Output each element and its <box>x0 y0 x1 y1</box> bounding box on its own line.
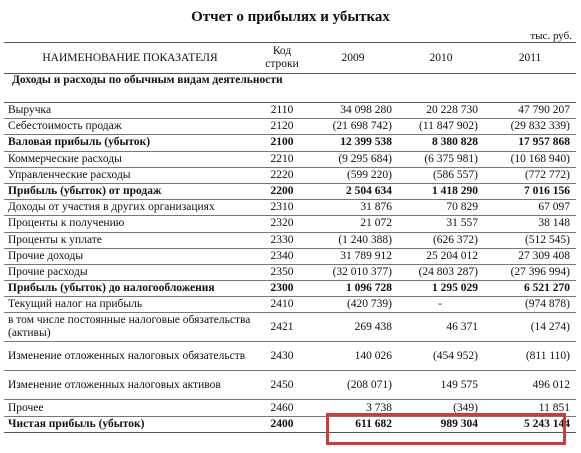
table-row <box>4 281 576 297</box>
header-year-2009: 2009 <box>308 43 398 74</box>
row-name: Прочие расходы <box>4 264 256 280</box>
row-code: 2320 <box>256 216 308 232</box>
header-year-2010: 2010 <box>398 43 484 74</box>
value-2011: 5 243 144 <box>484 416 576 432</box>
value-2010: 31 557 <box>398 216 484 232</box>
value-2011: (974 878) <box>484 297 576 313</box>
value-2011: 7 016 156 <box>484 183 576 199</box>
value-2010: (6 375 981) <box>398 151 484 167</box>
value-2011: 38 148 <box>484 216 576 232</box>
table-row <box>4 232 576 248</box>
row-name: Проценты к получению <box>4 216 256 232</box>
value-2010: - <box>398 297 484 313</box>
value-2009: 140 026 <box>308 342 398 371</box>
report-title: Отчет о прибылях и убытках <box>191 9 390 25</box>
row-code: 2340 <box>256 248 308 264</box>
row-code: 2310 <box>256 200 308 216</box>
units-label: тыс. руб. <box>530 30 572 42</box>
table-row <box>4 342 576 371</box>
value-2010: 25 204 012 <box>398 248 484 264</box>
value-2009: 21 072 <box>308 216 398 232</box>
table-row <box>4 167 576 183</box>
value-2010: 1 295 029 <box>398 281 484 297</box>
value-2011: (512 545) <box>484 232 576 248</box>
row-name: Доходы от участия в других организациях <box>4 200 256 216</box>
row-code: 2430 <box>256 342 308 371</box>
row-name: Изменение отложенных налоговых активов <box>4 371 256 400</box>
value-2009: (21 698 742) <box>308 119 398 135</box>
value-2011: 11 851 <box>484 400 576 416</box>
row-name: Текущий налог на прибыль <box>4 297 256 313</box>
row-name: Управленческие расходы <box>4 167 256 183</box>
value-2010: (349) <box>398 400 484 416</box>
row-name: Чистая прибыль (убыток) <box>4 416 256 432</box>
value-2011: (811 110) <box>484 342 576 371</box>
value-2011: (10 168 940) <box>484 151 576 167</box>
value-2009: 2 504 634 <box>308 183 398 199</box>
row-code: 2120 <box>256 119 308 135</box>
value-2010: 1 418 290 <box>398 183 484 199</box>
table-row <box>4 371 576 400</box>
value-2011: (772 772) <box>484 167 576 183</box>
table-row <box>4 151 576 167</box>
header-name: НАИМЕНОВАНИЕ ПОКАЗАТЕЛЯ <box>4 43 256 74</box>
row-name: в том числе постоянные налоговые обязательства (активы) <box>4 313 256 342</box>
value-2010: (454 952) <box>398 342 484 371</box>
table-row <box>4 313 576 342</box>
row-code: 2330 <box>256 232 308 248</box>
value-2010: 149 575 <box>398 371 484 400</box>
value-2010: 70 829 <box>398 200 484 216</box>
value-2009: 34 098 280 <box>308 103 398 119</box>
row-name: Прибыль (убыток) до налогообложения <box>4 281 256 297</box>
value-2009: 611 682 <box>308 416 398 432</box>
value-2011: 47 790 207 <box>484 103 576 119</box>
table-row <box>4 103 576 119</box>
row-name: Выручка <box>4 103 256 119</box>
table-row <box>4 248 576 264</box>
value-2010: 989 304 <box>398 416 484 432</box>
row-code: 2220 <box>256 167 308 183</box>
value-2009: (599 220) <box>308 167 398 183</box>
value-2009: 1 096 728 <box>308 281 398 297</box>
value-2009: 3 738 <box>308 400 398 416</box>
value-2011: (29 832 339) <box>484 119 576 135</box>
value-2010: 8 380 828 <box>398 135 484 151</box>
row-name: Прибыль (убыток) от продаж <box>4 183 256 199</box>
value-2009: 269 438 <box>308 313 398 342</box>
value-2009: 31 789 912 <box>308 248 398 264</box>
value-2009: (9 295 684) <box>308 151 398 167</box>
header-row <box>4 43 576 74</box>
value-2011: 17 957 868 <box>484 135 576 151</box>
row-name: Прочее <box>4 400 256 416</box>
value-2010: (586 557) <box>398 167 484 183</box>
table-row <box>4 297 576 313</box>
row-name: Коммерческие расходы <box>4 151 256 167</box>
row-code: 2110 <box>256 103 308 119</box>
row-code: 2300 <box>256 281 308 297</box>
row-code: 2450 <box>256 371 308 400</box>
table-row <box>4 264 576 280</box>
value-2011: (27 396 994) <box>484 264 576 280</box>
section-title: Доходы и расходы по обычным видам деятельности <box>4 74 576 103</box>
value-2011: (14 274) <box>484 313 576 342</box>
value-2009: (208 071) <box>308 371 398 400</box>
income-statement-table <box>4 42 576 433</box>
value-2009: (420 739) <box>308 297 398 313</box>
table-row <box>4 119 576 135</box>
value-2011: 496 012 <box>484 371 576 400</box>
row-code: 2200 <box>256 183 308 199</box>
table-row <box>4 216 576 232</box>
value-2009: (32 010 377) <box>308 264 398 280</box>
value-2009: 12 399 538 <box>308 135 398 151</box>
row-code: 2410 <box>256 297 308 313</box>
row-code: 2350 <box>256 264 308 280</box>
row-name: Себестоимость продаж <box>4 119 256 135</box>
table-row <box>4 135 576 151</box>
value-2010: 20 228 730 <box>398 103 484 119</box>
value-2010: (626 372) <box>398 232 484 248</box>
table-row <box>4 183 576 199</box>
value-2011: 67 097 <box>484 200 576 216</box>
row-code: 2400 <box>256 416 308 432</box>
header-code: Код строки <box>256 43 308 74</box>
value-2011: 6 521 270 <box>484 281 576 297</box>
row-name: Прочие доходы <box>4 248 256 264</box>
row-code: 2421 <box>256 313 308 342</box>
row-code: 2100 <box>256 135 308 151</box>
value-2010: 46 371 <box>398 313 484 342</box>
section-row <box>4 74 576 103</box>
row-name: Проценты к уплате <box>4 232 256 248</box>
row-name: Валовая прибыль (убыток) <box>4 135 256 151</box>
net-profit-highlight-box <box>326 413 566 445</box>
header-year-2011: 2011 <box>484 43 576 74</box>
value-2011: 27 309 408 <box>484 248 576 264</box>
value-2009: (1 240 388) <box>308 232 398 248</box>
table-row <box>4 200 576 216</box>
value-2010: (24 803 287) <box>398 264 484 280</box>
value-2010: (11 847 902) <box>398 119 484 135</box>
row-code: 2210 <box>256 151 308 167</box>
row-name: Изменение отложенных налоговых обязательств <box>4 342 256 371</box>
value-2009: 31 876 <box>308 200 398 216</box>
row-code: 2460 <box>256 400 308 416</box>
